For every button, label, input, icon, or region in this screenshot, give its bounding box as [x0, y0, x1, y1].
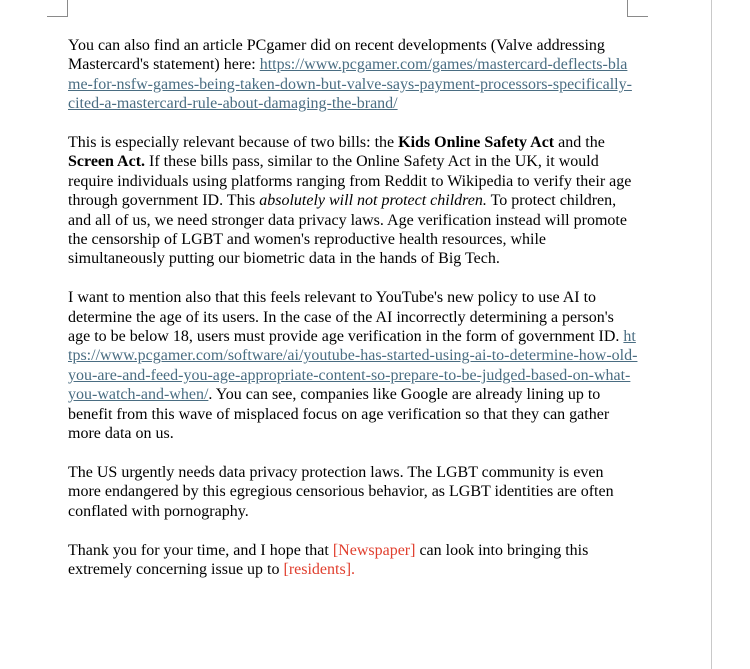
kids-online-safety-act-bold: Kids Online Safety Act	[398, 134, 555, 152]
paragraph-bills	[68, 133, 638, 269]
paragraph-text: You can also find an article PCgamer did on recent developments (Valve addressing Mastercard's statement) here:	[68, 37, 605, 74]
paragraph-pcgamer-article	[68, 36, 638, 114]
page-right-edge	[711, 0, 712, 669]
paragraph-text: To protect children, and all of us, we need stronger data privacy laws. Age verification instead will promote the censorship of LGBT and women's reproductive health resources, while simultaneously putting our biometric data in the hands of Big Tech.	[68, 192, 627, 268]
screen-act-bold: Screen Act.	[68, 153, 146, 171]
paragraph-closing	[68, 541, 638, 580]
paragraph-text: If these bills pass, similar to the Online Safety Act in the UK, it would require individuals using platforms ranging from Reddit to Wikipedia to verify their age through government ID. This	[68, 153, 632, 210]
document-body[interactable]	[68, 36, 638, 599]
paragraph-text: I want to mention also that this feels relevant to YouTube's new policy to use AI to determine the age of its users. In the case of the AI incorrectly determining a person's age to be below 18, users must provide age verification in the form of government ID.	[68, 289, 624, 346]
paragraph-text: Thank you for your time, and I hope that	[68, 541, 333, 559]
paragraph-privacy-laws	[68, 463, 638, 521]
paragraph-text: This is especially relevant because of two bills: the	[68, 134, 399, 152]
paragraph-text: can look into bringing this extremely concerning issue up to	[68, 541, 589, 578]
margin-corner-mark-left	[47, 0, 68, 17]
paragraph-text: and the	[554, 134, 605, 152]
emphasis-italic: absolutely will not protect children.	[259, 192, 487, 210]
newspaper-placeholder: [Newspaper]	[332, 541, 416, 559]
paragraph-text: . You can see, companies like Google are already lining up to benefit from this wave of misplaced focus on age verification so that they can gather more data on us.	[68, 386, 610, 443]
residents-placeholder: [residents].	[283, 560, 356, 578]
margin-corner-mark-right	[627, 0, 648, 17]
paragraph-youtube-policy	[68, 288, 638, 443]
paragraph-text: The US urgently needs data privacy protection laws. The LGBT community is even more endangered by this egregious censorious behavior, as LGBT identities are often conflated with pornography.	[68, 463, 614, 520]
pcgamer-youtube-link[interactable]: https://www.pcgamer.com/software/ai/youtube-has-started-using-ai-to-determine-how-old-you-are-and-feed-you-age-appropriate-content-so-prepare-to-be-judged-based-on-what-you-watch-and-when/	[68, 328, 638, 404]
pcgamer-mastercard-link[interactable]: https://www.pcgamer.com/games/mastercard-deflects-blame-for-nsfw-games-being-taken-down-but-valve-says-payment-processors-specifically-cited-a-mastercard-rule-about-damaging-the-brand/	[68, 56, 632, 113]
